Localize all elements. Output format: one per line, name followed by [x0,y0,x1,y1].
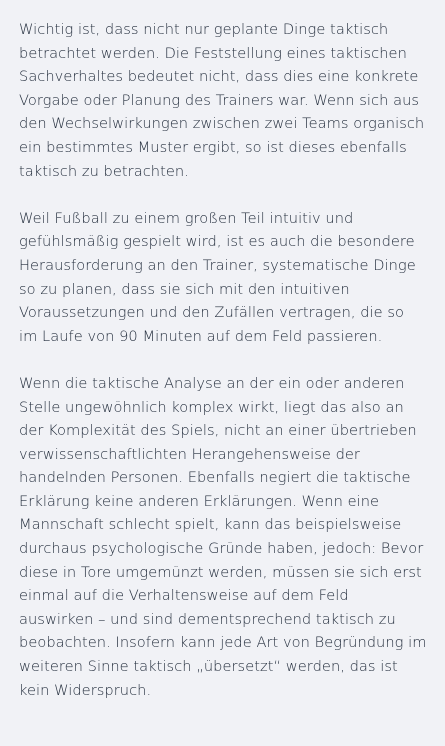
paragraph-3: Wenn die taktische Analyse an der ein oder anderen Stelle ungewöhnlich komplex wirkt, liegt das also an der Komplexität des Spiels, nicht an einer übertrieben verwissenschaftlichten Herangehensweise der handelnden Personen. Ebenfalls negiert die taktische Erklärung keine anderen Erklärungen. Wenn eine Mannschaft schlecht spielt, kann das beispielsweise durchaus psychologische Gründe haben, jedoch: Bevor diese in Tore umgemünzt werden, müssen sie sich erst einmal auf die Verhaltensweise auf dem Feld auswirken – und sind dementsprechend taktisch zu beobachten. Insofern kann jede Art von Begründung im weiteren Sinne taktisch „übersetzt“ werden, das ist kein Widerspruch. [19,374,427,699]
paragraph-2: Weil Fußball zu einem großen Teil intuitiv und gefühlsmäßig gespielt wird, ist es auch die besondere Herausforderung an den Trainer, systematische Dinge so zu planen, dass sie sich mit den intuitiven Voraussetzungen und den Zufällen vertragen, die so im Laufe von 90 Minuten auf dem Feld passieren. [19,209,416,345]
paragraph-1: Wichtig ist, dass nicht nur geplante Dinge taktisch betrachtet werden. Die Feststellung eines taktischen Sachverhaltes bedeutet nicht, dass dies eine konkrete Vorgabe oder Planung des Trainers war. Wenn sich aus den Wechselwirkungen zwischen zwei Teams organisch ein bestimmtes Muster ergibt, so ist dieses ebenfalls taktisch zu betrachten. [19,21,425,180]
